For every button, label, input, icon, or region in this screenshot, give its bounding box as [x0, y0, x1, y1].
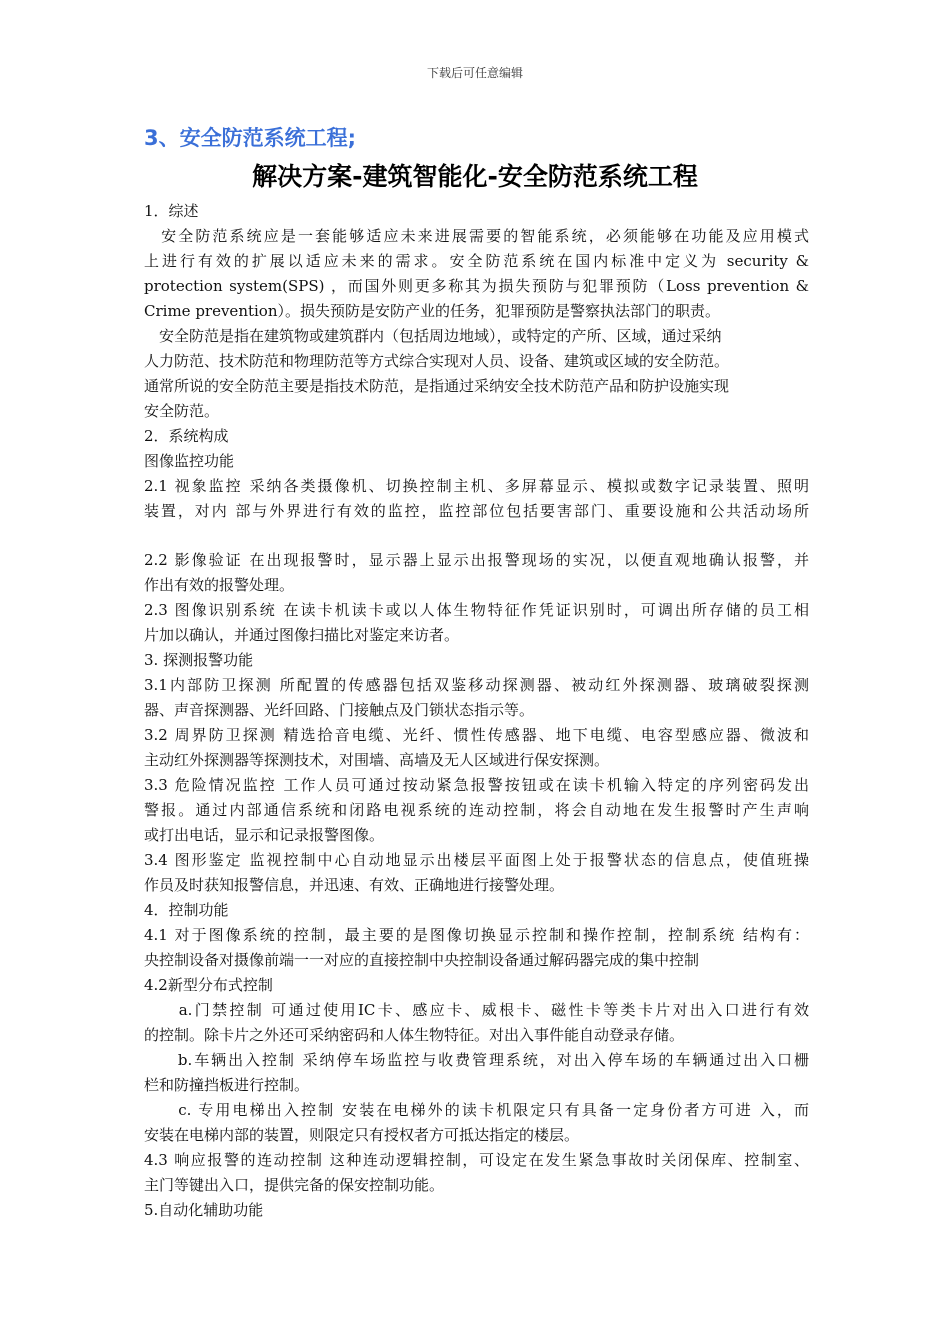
- text-line: 2．系统构成: [144, 427, 229, 445]
- text-line: Crime prevention）。损失预防是安防产业的任务，犯罪预防是警察执法部门的职责。: [144, 302, 720, 320]
- text-line: 2.3 图像识别系统 在读卡机读卡或以人体生物特征作凭证识别时，可调出所存储的员工相: [144, 601, 809, 619]
- text-line: 4.1 对于图像系统的控制，最主要的是图像切换显示控制和操作控制，控制系统 结构有：: [144, 926, 809, 944]
- document-title: 解决方案-建筑智能化-安全防范系统工程: [252, 162, 698, 191]
- text-line: 主门等键出入口，提供完备的保安控制功能。: [144, 1176, 445, 1194]
- text-line: 4．控制功能: [144, 901, 229, 919]
- text-line: 安装在电梯内部的装置，则限定只有授权者方可抵达指定的楼层。: [144, 1126, 580, 1144]
- text-line: 3. 探测报警功能: [144, 651, 254, 669]
- text-line: a.门禁控制 可通过使用IC卡、感应卡、威根卡、磁性卡等类卡片对出入口进行有效: [144, 1001, 809, 1019]
- text-line: 栏和防撞挡板进行控制。: [144, 1076, 310, 1094]
- text-line: [144, 524, 809, 548]
- text-line: 或打出电话，显示和记录报警图像。: [144, 826, 385, 844]
- text-line: 安全防范。: [144, 402, 220, 420]
- section-heading: 3、安全防范系统工程;: [144, 126, 357, 150]
- text-line: 上进行有效的扩展以适应未来的需求。安全防范系统在国内标准中定义为 security &: [144, 252, 809, 270]
- text-line: b.车辆出入控制 采纳停车场监控与收费管理系统，对出入停车场的车辆通过出入口栅: [144, 1051, 809, 1069]
- text-line: 主动红外探测器等探测技术，对围墙、高墙及无人区域进行保安探测。: [144, 751, 610, 769]
- text-line: 5.自动化辅助功能: [144, 1201, 264, 1219]
- text-line: 3.3 危险情况监控 工作人员可通过按动紧急报警按钮或在读卡机输入特定的序列密码发出: [144, 776, 809, 794]
- text-line: 片加以确认，并通过图像扫描比对鉴定来访者。: [144, 626, 460, 644]
- text-line: 人力防范、技术防范和物理防范等方式综合实现对人员、设备、建筑或区域的安全防范。: [144, 352, 730, 370]
- text-line: 2.2 影像验证 在出现报警时，显示器上显示出报警现场的实况，以便直观地确认报警，并: [144, 551, 809, 569]
- text-line: 3.1内部防卫探测 所配置的传感器包括双鉴移动探测器、被动红外探测器、玻璃破裂探测: [144, 676, 809, 694]
- text-line: 央控制设备对摄像前端一一对应的直接控制中央控制设备通过解码器完成的集中控制: [144, 951, 700, 969]
- document-body: [144, 199, 809, 1223]
- text-line: 作出有效的报警处理。: [144, 576, 295, 594]
- text-line: 安全防范系统应是一套能够适应未来进展需要的智能系统，必须能够在功能及应用模式: [144, 227, 809, 245]
- text-line: 4.3 响应报警的连动控制 这种连动逻辑控制，可设定在发生紧急事故时关闭保库、控制室、: [144, 1151, 809, 1169]
- text-line: 的控制。除卡片之外还可采纳密码和人体生物特征。对出入事件能自动登录存储。: [144, 1026, 685, 1044]
- text-line: 通常所说的安全防范主要是指技术防范，是指通过采纳安全技术防范产品和防护设施实现: [144, 377, 730, 395]
- text-line: 安全防范是指在建筑物或建筑群内（包括周边地域），或特定的产所、区域，通过采纳: [144, 327, 722, 345]
- text-line: 3.4 图形鉴定 监视控制中心自动地显示出楼层平面图上处于报警状态的信息点，使值班操: [144, 851, 809, 869]
- text-line: 器、声音探测器、光纤回路、门接触点及门锁状态指示等。: [144, 701, 535, 719]
- text-line: c. 专用电梯出入控制 安装在电梯外的读卡机限定只有具备一定身份者方可进 入，而: [144, 1101, 809, 1119]
- text-line: 1．综述: [144, 202, 199, 220]
- text-line: 3.2 周界防卫探测 精选拾音电缆、光纤、惯性传感器、地下电缆、电容型感应器、微波和: [144, 726, 809, 744]
- text-line: 2.1 视象监控 采纳各类摄像机、切换控制主机、多屏幕显示、模拟或数字记录装置、照明: [144, 477, 809, 495]
- text-line: protection system(SPS) ，而国外则更多称其为损失预防与犯罪预防（Loss prevention &: [144, 277, 809, 295]
- page-header: 下载后可任意编辑: [426, 66, 523, 80]
- text-line: 装置，对内 部与外界进行有效的监控，监控部位包括要害部门、重要设施和公共活动场所: [144, 502, 809, 520]
- text-line: 警报。通过内部通信系统和闭路电视系统的连动控制，将会自动地在发生报警时产生声响: [144, 801, 809, 819]
- text-line: 4.2新型分布式控制: [144, 976, 273, 994]
- text-line: 作员及时获知报警信息，并迅速、有效、正确地进行接警处理。: [144, 876, 565, 894]
- text-line: 图像监控功能: [144, 452, 235, 470]
